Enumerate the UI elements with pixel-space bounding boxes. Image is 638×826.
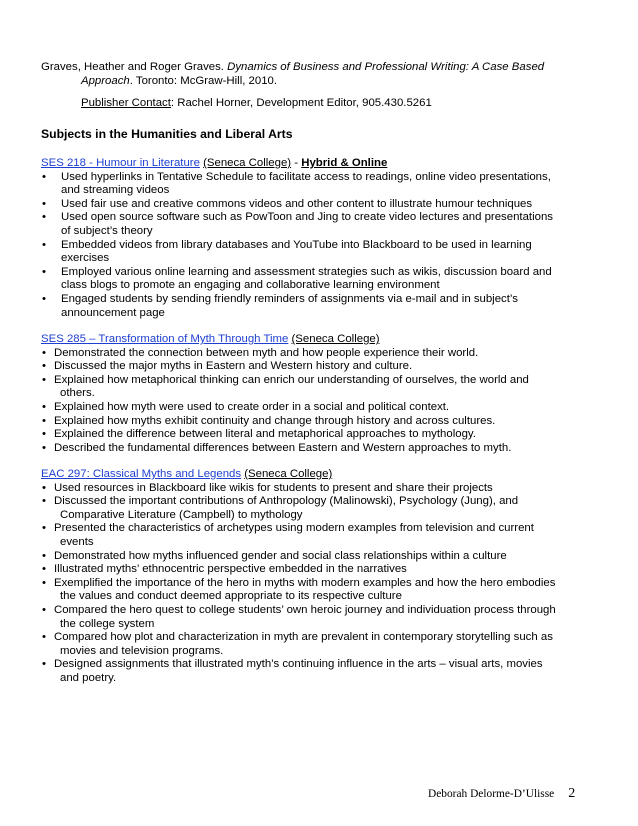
course-title (41, 333, 606, 347)
page-footer (428, 786, 575, 802)
course-title: SES 218 - Humour in Literature (Seneca College) - Hybrid & Online (41, 157, 388, 169)
publisher-contact-label: Publisher Contact (81, 97, 171, 109)
course-mode: Hybrid & Online (301, 157, 388, 169)
course-ses285 (41, 333, 606, 455)
list-item: • Exemplified the importance of the hero in myths with modern examples and how the hero embodies the values and conduct deemed appropriate to its respective culture (42, 576, 556, 603)
publisher-contact-value: : Rachel Horner, Development Editor, 905.430.5261 (170, 97, 432, 109)
reference-authors: Graves, Heather and Roger Graves. (41, 61, 228, 73)
course-ses218 (41, 157, 606, 320)
list-item: • Explained how myths exhibit continuity and change through history and across cultures. (42, 414, 496, 427)
course-bullet-list (41, 347, 606, 456)
course-college: (Seneca College) (291, 333, 380, 345)
publisher-contact (81, 97, 432, 111)
list-item: • Employed various online learning and assessment strategies such as wikis, discussion board and class blogs to promote an engaging and collaborative learning environment (42, 265, 552, 292)
list-item: • Engaged students by sending friendly reminders of assignments via e-mail and in subject’s announcement page (42, 292, 518, 319)
course-link[interactable]: SES 218 - Humour in Literature (41, 157, 200, 169)
section-heading: Subjects in the Humanities and Liberal Arts (41, 127, 293, 141)
course-college: (Seneca College) (203, 157, 292, 169)
list-item: • Used fair use and creative commons videos and other content to illustrate humour techniques (42, 197, 533, 210)
course-bullet-list (41, 482, 606, 686)
reference-title-part1: Dynamics of Business and Professional Writing: A Case Based (227, 61, 545, 73)
list-item: • Explained how metaphorical thinking can enrich our understanding of ourselves, the world and others. (42, 373, 529, 400)
course-college: (Seneca College) (244, 468, 333, 480)
list-item: • Compared how plot and characterization in myth are prevalent in contemporary storytelling such as movies and television programs. (42, 631, 553, 657)
page-number: 2 (568, 786, 576, 801)
list-item: • Designed assignments that illustrated myth’s continuing influence in the arts – visual arts, movies and poetry. (42, 658, 543, 684)
list-item: • Illustrated myths’ ethnocentric perspective embedded in the narratives (42, 563, 407, 576)
list-item: • Demonstrated how myths influenced gender and social class relationships within a culture (42, 549, 507, 562)
list-item: • Presented the characteristics of archetypes using modern examples from television and current events (42, 522, 534, 548)
list-item: • Used hyperlinks in Tentative Schedule to facilitate access to readings, online video presentations, and streaming videos (42, 170, 551, 197)
footer-author-name: Deborah Delorme-D’Ulisse (428, 788, 555, 800)
list-item: • Described the fundamental differences between Eastern and Western approaches to myth. (42, 441, 512, 454)
list-item: • Explained the difference between literal and metaphorical approaches to mythology. (42, 428, 476, 441)
list-item: • Discussed the major myths in Eastern and Western history and culture. (42, 360, 413, 373)
list-item: • Discussed the important contributions of Anthropology (Malinowski), Psychology (Jung), and Comparative Literature (Campbell) to mythology (42, 495, 519, 521)
course-eac297 (41, 468, 606, 686)
list-item: • Embedded videos from library databases and YouTube into Blackboard to be used in learning exercises (42, 238, 532, 265)
book-reference (41, 61, 601, 88)
list-item: • Explained how myth were used to create order in a social and political context. (42, 400, 450, 413)
reference-title-part2: Approach (81, 74, 130, 87)
list-item: • Used resources in Blackboard like wikis for students to present and share their projects (42, 481, 493, 494)
reference-publisher: . Toronto: McGraw-Hill, 2010. (129, 74, 278, 87)
list-item: • Demonstrated the connection between myth and how people experience their world. (42, 346, 479, 359)
list-item: • Compared the hero quest to college students’ own heroic journey and individuation process through the college system (42, 603, 556, 630)
course-link[interactable]: SES 285 – Transformation of Myth Through Time (41, 333, 289, 345)
course-title (41, 468, 606, 482)
course-link[interactable]: EAC 297: Classical Myths and Legends (41, 468, 242, 480)
list-item: • Used open source software such as PowToon and Jing to create video lectures and presentations of subject’s theory (42, 211, 553, 237)
course-bullet-list (41, 171, 606, 321)
